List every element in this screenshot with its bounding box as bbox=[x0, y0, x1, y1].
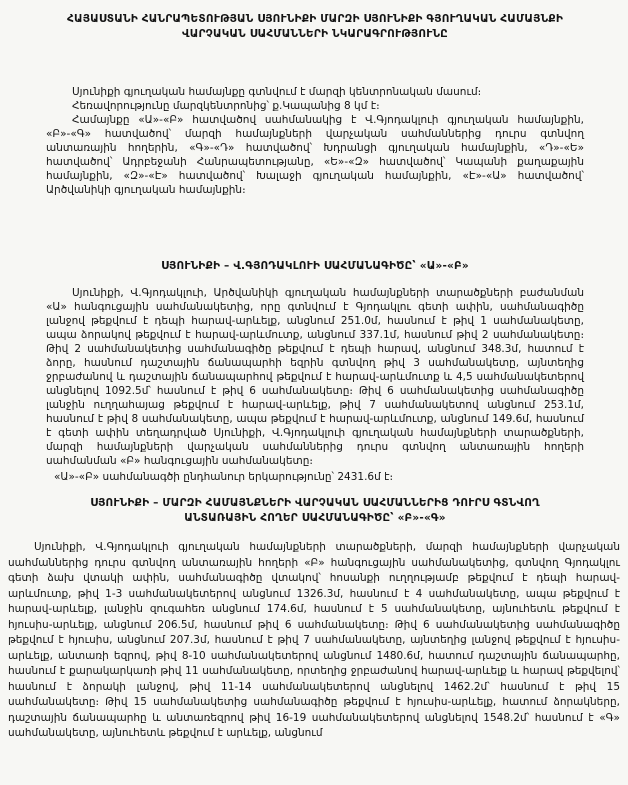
document-title-line2: ՎԱՐՉԱԿԱՆ ՍԱՀՄԱՆՆԵՐԻ ՆԿԱՐԱԳՐՈՒԹՅՈՒՆԸ bbox=[182, 27, 448, 40]
document-title-line1: ՀԱՅԱՍՏԱՆԻ ՀԱՆՐԱՊԵՏՈՒԹՅԱՆ ՍՅՈՒՆԻՔԻ ՄԱՐԶԻ ՍՅՈՒՆԻՔԻ ԳՅՈՒՂԱԿԱՆ ՀԱՄԱՅՆՔԻ bbox=[66, 13, 564, 25]
document-top-block bbox=[46, 12, 584, 526]
section-bg-heading-line2: ԱՆՏԱՌԱՅԻՆ ՀՈՂԵՐ ՍԱՀՄԱՆԱԳԻԾԸ՝ «Բ»-«Գ» bbox=[184, 512, 446, 524]
section-bg-heading-line1: ՍՅՈՒՆԻՔԻ – ՄԱՐԶԻ ՀԱՄԱՅՆՔՆԵՐԻ ՎԱՐՉԱԿԱՆ ՍԱՀՄԱՆՆԵՐԻՑ ԴՈՒՐՍ ԳՏՆՎՈՂ bbox=[90, 497, 540, 509]
intro-location-paragraph: Սյունիքի գյուղական համայնքը գտնվում է մարզի կենտրոնական մասում։ bbox=[72, 86, 482, 98]
section-bg-body: Սյունիքի, Վ.Գյոդակլուի գյուղական համայնքների տարածքների, մարզի համայնքների վարչական սահմաններից դուրս գտնվող անտառային հողերի «Բ» հանգուցային սահմանակետից, գտնվող Գյոդակլու գետի ձախ վտակի ափին, սահմանագիծը վտակով՝ հոսանքի ուղղությամբ թեքվում է դեպի հարավ-արևմուտք, թիվ 1-3 սահմանակետերով անցնում 1326.3մ, հասնում է 4 սահմանակետը, ապա թեքվում է հարավ-արևելք, լանջին զուգահեռ անցնում 174.6մ, հասնում է 5 սահմանակետը, այնուհետև թեքվում է հյուսիս-արևելք, անցնում 206.5մ, հասնում թիվ 6 սահմանակետը։ Թիվ 6 սահմանակետից սահմանագիծը թեքվում է հյուսիս, անցնում 207.3մ, հասնում է թիվ 7 սահմանակետը, այնտեղից լանջով թեքվում է հյուսիս-արևելք, անտառի եզրով, թիվ 8-10 սահմանակետերով անցնում 1480.6մ, հատում դաշտային ճանապարհը, հասնում է քարակարկառի թիվ 11 սահմանակետը, որտեղից ջրբաժանով հարավ-արևելք և հարավ թեքվելով՝ հասնում է ձորակի լանջով, թիվ 11-14 սահմանակետերով անցնելով 1462.2մ՝ հասնում է թիվ 15 սահմանակետը։ Թիվ 15 սահմանակետից սահմանագիծը թեքվում է հյուսիս-արևելք, հատում ձորակները, դաշտային ճանապարհը և անտառեզրով թիվ 16-19 սահմանակետերով անցնելով 1548.2մ՝ հասնում է «Գ» սահմանակետը, այնուհետև թեքվում է արևելք, անցնում bbox=[8, 541, 620, 739]
intro-neighbors-paragraph: Համայնքը «Ա»-«Բ» հատվածով սահմանակից է Վ.Գյոդակլուի գյուղական համայնքին, «Բ»-«Գ» հատվածով՝ մարզի համայնքների վարչական սահմաններից դուրս գտնվող անտառային հողերին, «Գ»-«Դ» հատվածով՝ Խդրանցի գյուղական համայնքին, «Դ»-«Ե» հատվածով՝ Ադրբեջանի Հանրապետությանը, «Ե»-«Զ» հատվածով՝ Կապանի քաղաքային համայնքին, «Զ»-«Է» հատվածով՝ Խալաջի գյուղական համայնքին, «Է»-«Ա» հատվածով՝ Արծվանիկի գյուղական համայնքին։ bbox=[46, 114, 584, 196]
section-ab-body: Սյունիքի, Վ.Գյոդակլուի, Արծվանիկի գյուղական համայնքների տարածքների բաժանման «Ա» հանգուցային սահմանակետից, որը գտնվում է Գյոդակլու գետի ափին, սահմանագիծը լանջով թեքվում է դեպի հարավ-արևելք, անցնում 251.0մ, հասնում է թիվ 1 սահմանակետը, ապա ձորակով թեքվում է հարավ-արևմուտք, անցնում 337.1մ, հասնում թիվ 2 սահմանակետը։ Թիվ 2 սահմանակետից սահմանագիծը թեքվում է դեպի հարավ, անցնում 348.3մ, հատում է ձորը, հասնում դաշտային ճանապարհի եզրին գտնվող թիվ 3 սահմանակետը, այնտեղից ջրբաժանով և դաշտային ճանապարհով թեքվում է հարավ-արևմուտք և 4,5 սահմանակետերով անցնելով 1092.5մ՝ հասնում է թիվ 6 սահմանակետը։ Թիվ 6 սահմանակետից սահմանագիծը լանջին ուղղահայաց թեքվում է հարավ-արևելք, թիվ 7 սահմանակետով անցնում 253.1մ, հասնում է թիվ 8 սահմանակետը, ապա թեքվում է հարավ-արևմուտք, անցնում 149.6մ, հասնում է գետի ափին տեղադրված Սյունիքի, Վ.Գյոդակլուի գյուղական համայնքների տարածքների, մարզի համայնքների վարչական սահմաններից դուրս գտնվող անտառային հողերի սահմանման «Բ» հանգուցային սահմանակետը։ bbox=[46, 287, 584, 467]
intro-distance-paragraph: Հեռավորությունը մարզկենտրոնից՝ ք.Կապանից 8 կմ է։ bbox=[72, 100, 380, 112]
section-ab-heading: ՍՅՈՒՆԻՔԻ – Վ.ԳՅՈԴԱԿԼՈՒԻ ՍԱՀՄԱՆԱԳԻԾԸ՝ «Ա»-«Բ» bbox=[161, 260, 469, 272]
section-ab-total-length: «Ա»-«Բ» սահմանագծի ընդհանուր երկարությունը՝ 2431.6մ է։ bbox=[54, 471, 394, 483]
